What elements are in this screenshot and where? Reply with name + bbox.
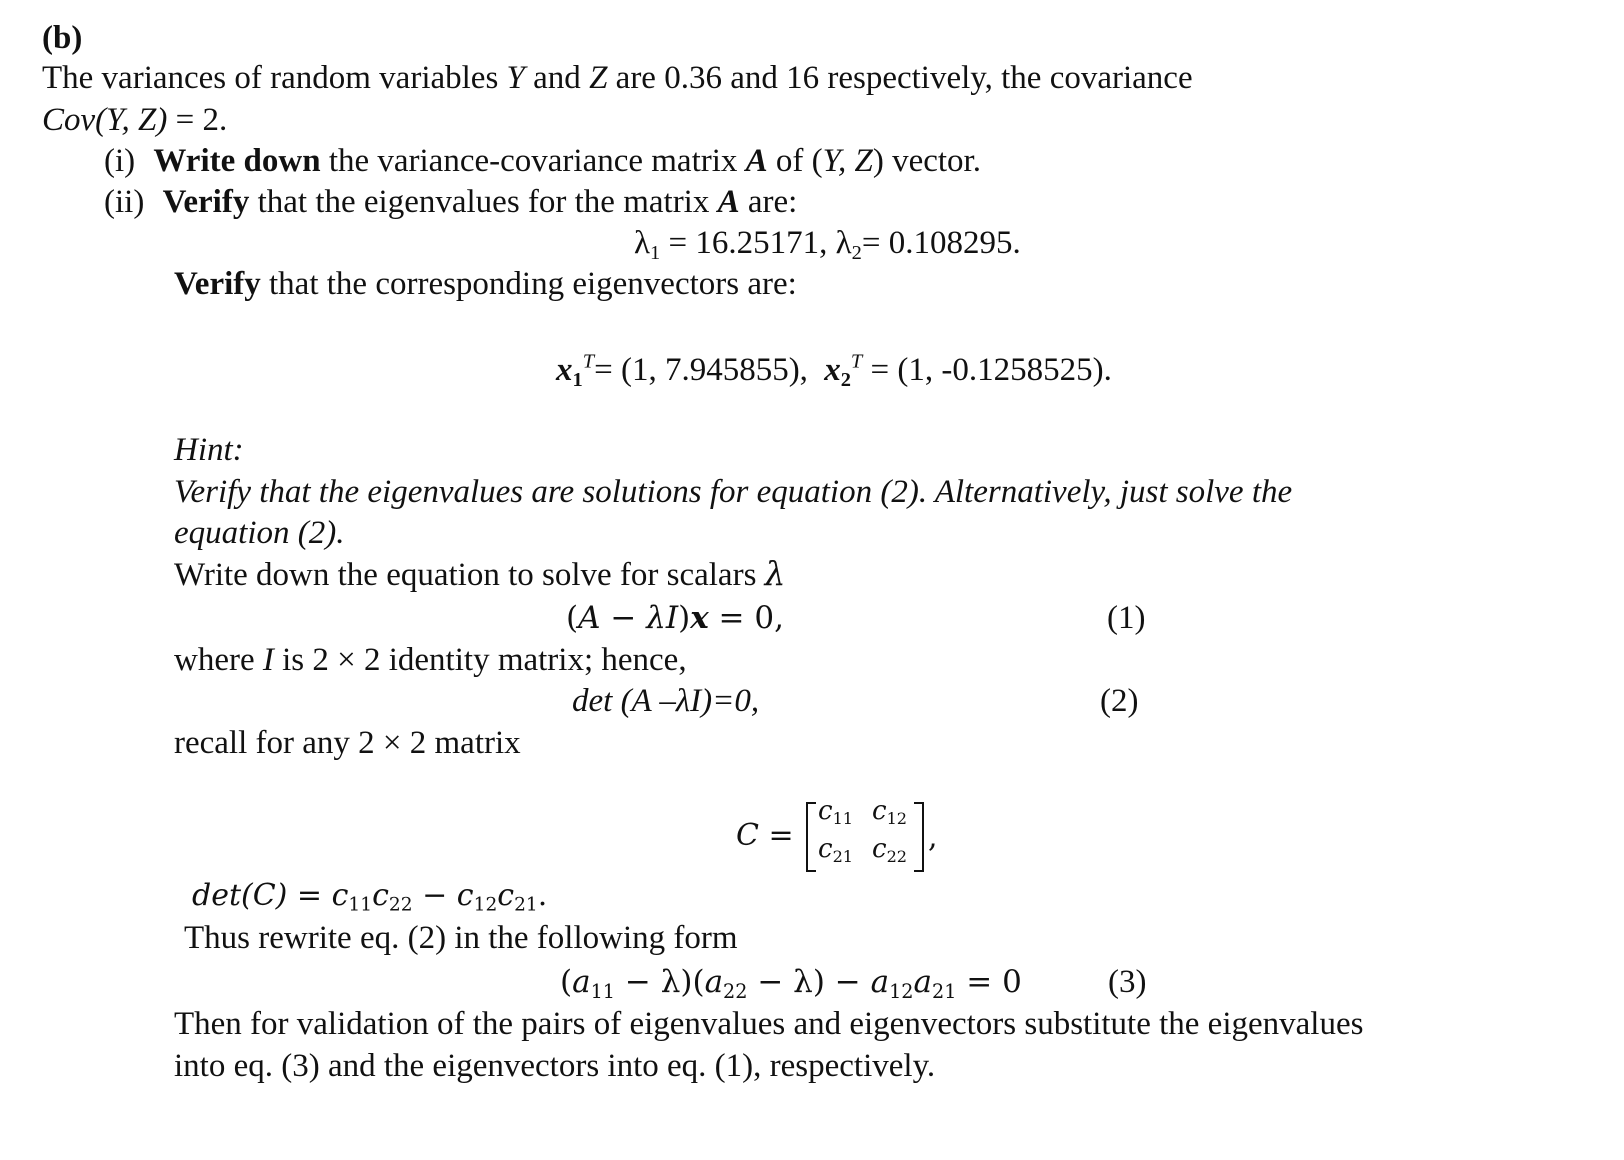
matrix-a: A (745, 143, 768, 179)
matrix-cell (872, 834, 907, 864)
equation-3 (560, 962, 1022, 1002)
lambda-symbol: λ (764, 554, 786, 593)
determinant-line (192, 876, 547, 916)
verify-eigenvectors-line (174, 264, 797, 304)
cell-symbol: c (818, 796, 833, 826)
vector-x: x (690, 600, 709, 636)
hint-line-1: Verify that the eigenvalues are solutions for equation (2). Alternatively, just solve the (174, 474, 1293, 510)
intro-text: and (524, 60, 590, 96)
recall-line: recall for any 2 × 2 matrix (174, 725, 521, 761)
paren: ) (678, 600, 691, 636)
hint-line-2: equation (2). (174, 515, 345, 551)
subscript: 12 (886, 808, 908, 828)
paren: ( (566, 600, 579, 636)
vector-x: x (556, 352, 573, 388)
term-symbol: a (913, 964, 932, 1000)
part-label: (b) (42, 20, 83, 56)
vector-x: x (824, 352, 841, 388)
left-bracket (806, 802, 816, 872)
period: . (537, 878, 548, 913)
identity-symbol: I (262, 642, 274, 678)
item-text: the variance-covariance matrix (320, 143, 746, 179)
variable-z: Z (589, 60, 608, 96)
item-ii (104, 182, 797, 222)
eigenvalue-2: = 0.108295. (861, 225, 1021, 261)
matrix-c-lhs: C = (736, 818, 794, 853)
matrix-comma: , (928, 820, 938, 855)
subscript: 11 (832, 808, 854, 828)
minus-sign: − (600, 600, 647, 636)
hint-line-3 (174, 554, 786, 595)
where-line (174, 640, 687, 680)
superscript: T (850, 350, 863, 373)
item-text: of ( (767, 143, 823, 179)
intro-text: are 0.36 and 16 respectively, the covariance (607, 60, 1193, 96)
term-symbol: a (870, 964, 890, 1000)
matrix-cell (818, 796, 853, 826)
vector-yz: Y, Z (822, 143, 873, 179)
subscript: 22 (388, 894, 413, 916)
covariance-expression: Cov(Y, Z) (42, 102, 168, 138)
matrix-a: A (717, 184, 740, 220)
item-text: are: (739, 184, 798, 220)
subscript: 22 (886, 846, 908, 866)
subscript: 12 (889, 979, 914, 1003)
expression-part: − λ)( (615, 964, 705, 1000)
cell-symbol: c (872, 796, 887, 826)
subscript: 11 (590, 979, 616, 1003)
item-bold: Write down (153, 143, 321, 179)
where-text: is 2 × 2 identity matrix; hence, (273, 642, 687, 678)
matrix-cell (818, 834, 853, 864)
matrix-cell (872, 796, 907, 826)
eigenvalues-line (634, 223, 1021, 263)
det-expression: det(C) (192, 878, 288, 913)
item-number: (i) (104, 143, 136, 179)
subscript: 22 (723, 979, 748, 1003)
intro-text: The variances of random variables (42, 60, 507, 96)
cell-symbol: c (872, 834, 887, 864)
item-number: (ii) (104, 184, 145, 220)
equation-number-3: (3) (1108, 964, 1147, 1000)
equation-2: det (A –λI)=0, (572, 683, 760, 719)
equation-number-1: (1) (1107, 600, 1146, 636)
subscript: 2 (840, 369, 851, 392)
subscript: 1 (650, 242, 661, 265)
subscript: 21 (514, 894, 538, 916)
equation-rhs: = 0 (956, 964, 1022, 1000)
superscript: T (582, 350, 595, 373)
term-symbol: c (372, 878, 389, 913)
eigenvector-2: = (1, -0.1258525). (862, 352, 1112, 388)
covariance-value: = 2. (167, 102, 228, 138)
expression-part: − λ) − (747, 964, 871, 1000)
lambda-identity: λI (646, 600, 679, 636)
eigenvectors-line (556, 350, 1112, 390)
term-symbol: a (704, 964, 724, 1000)
intro-line-2 (42, 100, 227, 140)
cell-symbol: c (818, 834, 833, 864)
term-symbol: c (456, 878, 474, 913)
subscript: 21 (932, 979, 957, 1003)
matrix-a: A (578, 600, 601, 636)
eigenvalue-1: = 16.25171, (660, 225, 836, 261)
term-symbol: c (331, 878, 349, 913)
hint-title: Hint: (174, 432, 244, 468)
term-symbol: c (497, 878, 515, 913)
verify-text: that the corresponding eigenvectors are: (260, 266, 797, 302)
subscript: 12 (473, 894, 498, 916)
intro-line-1 (42, 58, 1193, 98)
minus-sign: − (412, 878, 457, 913)
item-text: that the eigenvalues for the matrix (249, 184, 718, 220)
item-bold: Verify (162, 184, 250, 220)
subscript: 1 (572, 369, 583, 392)
lambda-symbol: λ (835, 225, 852, 261)
where-text: where (174, 642, 263, 678)
eigenvector-1: = (1, 7.945855), (594, 352, 808, 388)
final-line-2: into eq. (3) and the eigenvectors into eq. (1), respectively. (174, 1048, 936, 1084)
subscript: 21 (832, 846, 854, 866)
equation-number-2: (2) (1100, 683, 1139, 719)
hint-text: Write down the equation to solve for scalars (174, 557, 765, 593)
item-i (104, 141, 981, 181)
term-symbol: a (572, 964, 591, 1000)
lambda-symbol: λ (634, 225, 651, 261)
equation-rhs: = 0, (708, 600, 784, 636)
right-bracket (914, 802, 924, 872)
equals-sign: = (287, 878, 332, 913)
paren: ( (560, 964, 573, 1000)
item-text: ) vector. (872, 143, 981, 179)
subscript: 2 (851, 242, 862, 265)
verify-bold: Verify (174, 266, 261, 302)
final-line-1: Then for validation of the pairs of eigenvalues and eigenvectors substitute the eigenvalues (174, 1006, 1364, 1042)
subscript: 11 (348, 894, 373, 916)
equation-1 (566, 598, 784, 638)
variable-y: Y (506, 60, 525, 96)
thus-line: Thus rewrite eq. (2) in the following form (184, 920, 738, 956)
